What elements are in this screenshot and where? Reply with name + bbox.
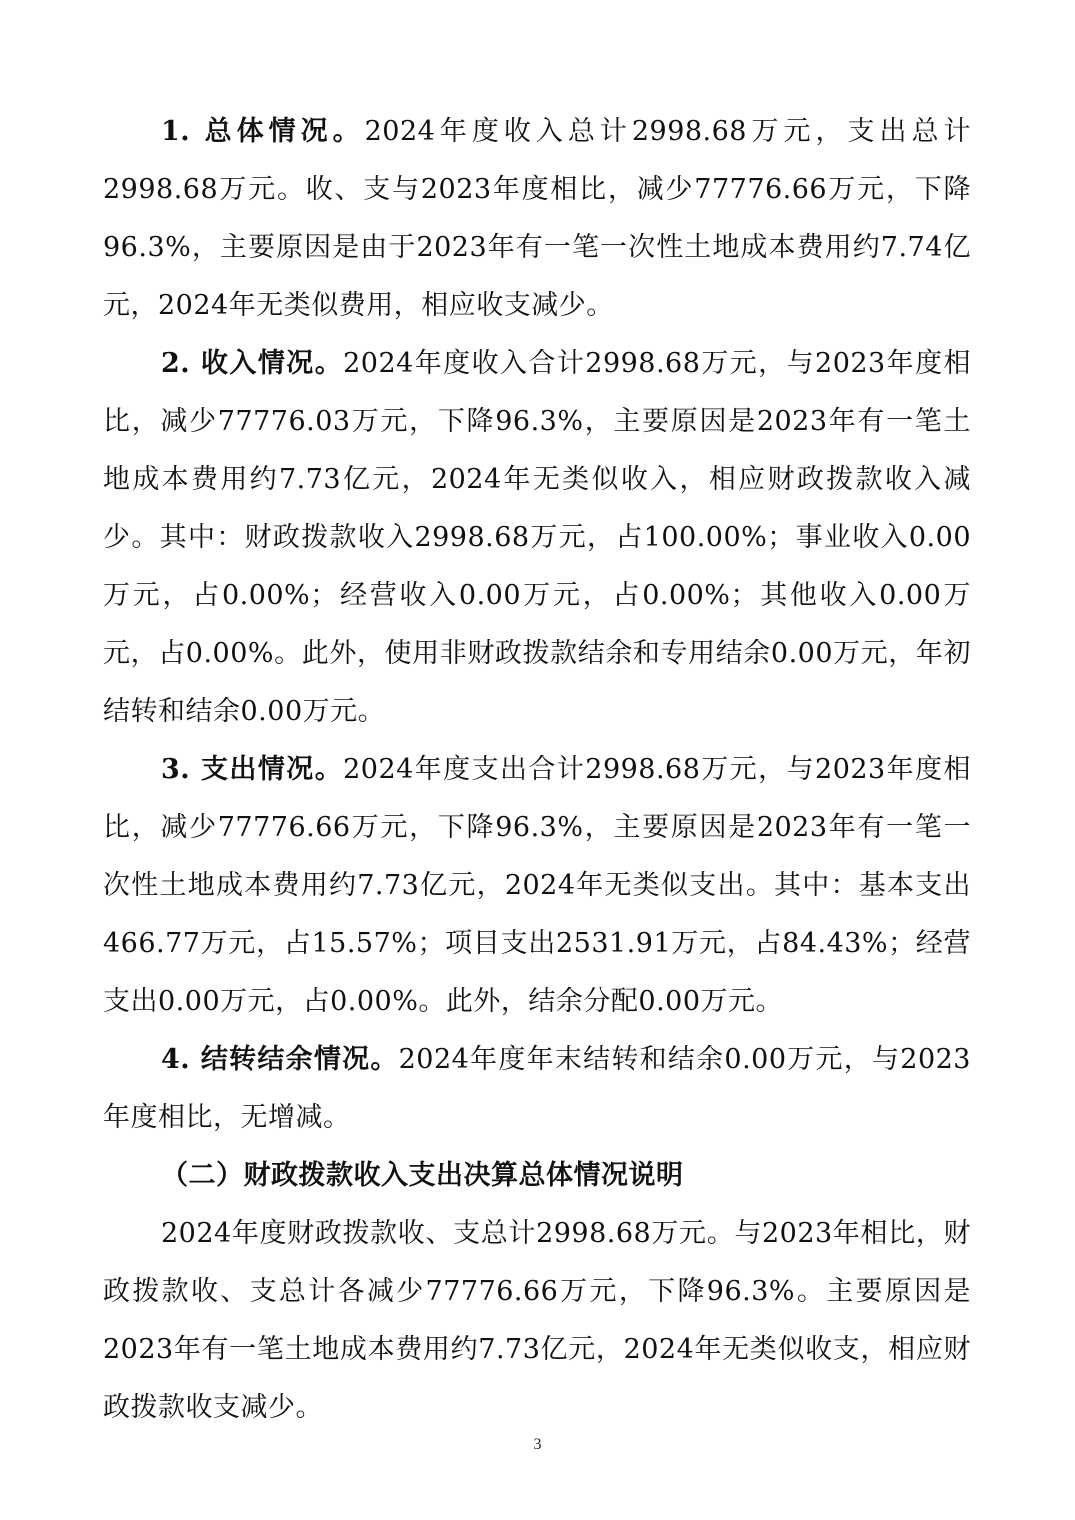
paragraph-income <box>103 335 971 741</box>
paragraph-income-heading: 2. 收入情况。 <box>161 348 344 379</box>
section-heading: （二）财政拨款收入支出决算总体情况说明 <box>161 1160 684 1191</box>
paragraph-income-text: 2024年度收入合计2998.68万元，与2023年度相比，减少77776.03万元，下降96.3%，主要原因是2023年有一笔土地成本费用约7.73亿元，2024年无类似收入，相应财政拨款收入减少。其中：财政拨款收入2998.68万元，占100.00%；事业收入0.00万元，占0.00%；经营收入0.00万元，占0.00%；其他收入0.00万元，占0.00%。此外，使用非财政拨款结余和专用结余0.00万元，年初结转和结余0.00万元。 <box>103 348 971 727</box>
document-body <box>103 103 971 1437</box>
paragraph-carryover-heading: 4. 结转结余情况。 <box>161 1044 399 1075</box>
paragraph-overall-heading: 1. 总体情况。 <box>161 116 365 147</box>
paragraph-expenditure-heading: 3. 支出情况。 <box>161 754 344 785</box>
page-number: 3 <box>533 1436 542 1453</box>
paragraph-overall <box>103 103 971 335</box>
paragraph-overall-text: 2024年度收入总计2998.68万元，支出总计2998.68万元。收、支与2023年度相比，减少77776.66万元，下降96.3%，主要原因是由于2023年有一笔一次性土地成本费用约7.74亿元，2024年无类似费用，相应收支减少。 <box>103 116 971 321</box>
paragraph-carryover-text: 2024年度年末结转和结余0.00万元，与2023年度相比，无增减。 <box>103 1044 971 1133</box>
section-paragraph: 2024年度财政拨款收、支总计2998.68万元。与2023年相比，财政拨款收、支总计各减少77776.66万元，下降96.3%。主要原因是2023年有一笔土地成本费用约7.73亿元，2024年无类似收支，相应财政拨款收支减少。 <box>103 1218 971 1423</box>
paragraph-expenditure <box>103 741 971 1031</box>
paragraph-expenditure-text: 2024年度支出合计2998.68万元，与2023年度相比，减少77776.66万元，下降96.3%，主要原因是2023年有一笔一次性土地成本费用约7.73亿元，2024年无类似支出。其中：基本支出466.77万元，占15.57%；项目支出2531.91万元，占84.43%；经营支出0.00万元，占0.00%。此外，结余分配0.00万元。 <box>103 754 971 1017</box>
paragraph-carryover <box>103 1031 971 1147</box>
